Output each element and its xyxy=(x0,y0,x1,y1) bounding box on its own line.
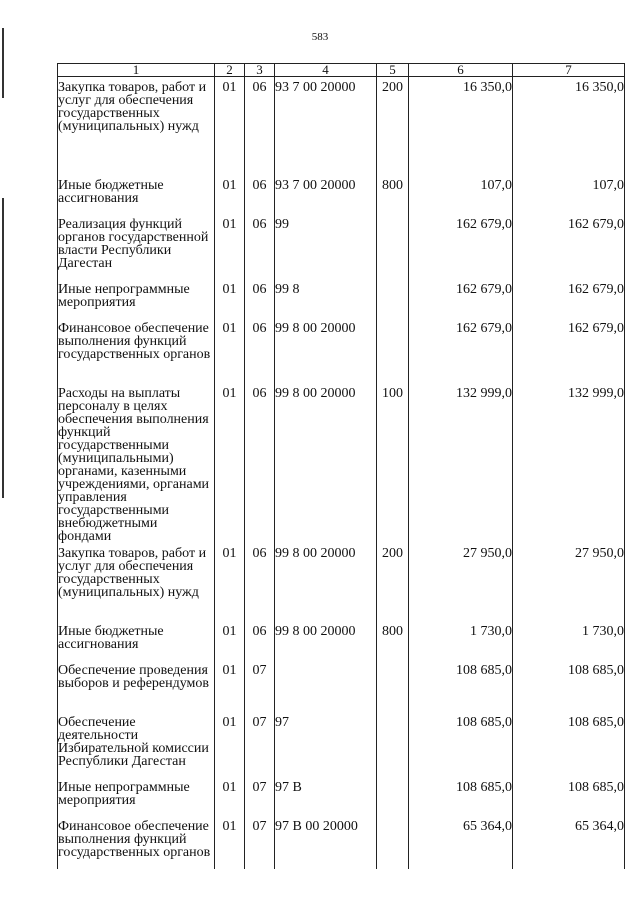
cell-sum2: 162 679,0 xyxy=(513,279,625,318)
cell-sum2: 1 730,0 xyxy=(513,621,625,660)
cell-sum2: 107,0 xyxy=(513,175,625,214)
cell-sum2: 108 685,0 xyxy=(513,660,625,712)
cell-pr: 06 xyxy=(245,279,275,318)
cell-rz: 01 xyxy=(215,816,245,869)
cell-rz: 01 xyxy=(215,175,245,214)
cell-rz: 01 xyxy=(215,279,245,318)
table-row xyxy=(58,543,625,621)
table-row xyxy=(58,175,625,214)
cell-name: Финансовое обеспечение выполнения функций государственных органов xyxy=(58,318,215,383)
table-row xyxy=(58,77,625,175)
table-row xyxy=(58,318,625,383)
cell-sum2: 162 679,0 xyxy=(513,318,625,383)
cell-csr: 99 8 00 20000 xyxy=(275,383,377,543)
cell-pr: 07 xyxy=(245,712,275,777)
cell-sum2: 108 685,0 xyxy=(513,712,625,777)
cell-sum1: 162 679,0 xyxy=(409,214,513,279)
cell-rz: 01 xyxy=(215,77,245,175)
cell-csr: 99 8 00 20000 xyxy=(275,543,377,621)
cell-vr: 100 xyxy=(377,383,409,543)
column-header: 7 xyxy=(513,64,625,77)
cell-sum1: 65 364,0 xyxy=(409,816,513,869)
cell-sum2: 108 685,0 xyxy=(513,777,625,816)
cell-rz: 01 xyxy=(215,214,245,279)
column-header: 6 xyxy=(409,64,513,77)
table-row xyxy=(58,214,625,279)
table-row xyxy=(58,777,625,816)
cell-sum1: 162 679,0 xyxy=(409,318,513,383)
cell-name: Реализация функций органов государственной власти Республики Дагестан xyxy=(58,214,215,279)
cell-sum2: 65 364,0 xyxy=(513,816,625,869)
cell-pr: 06 xyxy=(245,318,275,383)
table-row xyxy=(58,816,625,869)
cell-csr: 99 xyxy=(275,214,377,279)
column-header: 2 xyxy=(215,64,245,77)
cell-sum2: 132 999,0 xyxy=(513,383,625,543)
cell-vr xyxy=(377,214,409,279)
cell-sum1: 108 685,0 xyxy=(409,660,513,712)
table-row xyxy=(58,383,625,543)
cell-csr: 97 В 00 20000 xyxy=(275,816,377,869)
cell-sum1: 162 679,0 xyxy=(409,279,513,318)
cell-vr: 200 xyxy=(377,543,409,621)
cell-vr xyxy=(377,777,409,816)
cell-sum1: 108 685,0 xyxy=(409,777,513,816)
cell-rz: 01 xyxy=(215,660,245,712)
cell-name: Расходы на выплаты персоналу в целях обеспечения выполнения функций государственными (муниципальными) органами, казенными учреждениями, органами управления государственными внебюджетными фондами xyxy=(58,383,215,543)
table-row xyxy=(58,279,625,318)
header-row xyxy=(58,64,625,77)
cell-csr: 99 8 00 20000 xyxy=(275,621,377,660)
cell-sum1: 108 685,0 xyxy=(409,712,513,777)
cell-pr: 07 xyxy=(245,777,275,816)
cell-pr: 07 xyxy=(245,816,275,869)
table-row xyxy=(58,621,625,660)
cell-csr xyxy=(275,660,377,712)
cell-vr: 200 xyxy=(377,77,409,175)
cell-vr xyxy=(377,318,409,383)
cell-vr xyxy=(377,279,409,318)
cell-csr: 93 7 00 20000 xyxy=(275,175,377,214)
cell-sum2: 162 679,0 xyxy=(513,214,625,279)
cell-name: Иные непрограммные мероприятия xyxy=(58,279,215,318)
cell-vr: 800 xyxy=(377,175,409,214)
cell-csr: 99 8 xyxy=(275,279,377,318)
cell-pr: 06 xyxy=(245,77,275,175)
table-row xyxy=(58,712,625,777)
budget-table xyxy=(57,63,625,869)
cell-pr: 06 xyxy=(245,543,275,621)
cell-name: Иные непрограммные мероприятия xyxy=(58,777,215,816)
cell-sum2: 27 950,0 xyxy=(513,543,625,621)
cell-sum1: 107,0 xyxy=(409,175,513,214)
cell-rz: 01 xyxy=(215,712,245,777)
column-header: 5 xyxy=(377,64,409,77)
cell-pr: 06 xyxy=(245,383,275,543)
cell-name: Обеспечение проведения выборов и референдумов xyxy=(58,660,215,712)
cell-csr: 93 7 00 20000 xyxy=(275,77,377,175)
column-header: 1 xyxy=(58,64,215,77)
cell-pr: 06 xyxy=(245,175,275,214)
cell-rz: 01 xyxy=(215,383,245,543)
column-header: 4 xyxy=(275,64,377,77)
cell-name: Обеспечение деятельности Избирательной комиссии Республики Дагестан xyxy=(58,712,215,777)
cell-name: Иные бюджетные ассигнования xyxy=(58,175,215,214)
cell-pr: 06 xyxy=(245,621,275,660)
cell-pr: 07 xyxy=(245,660,275,712)
column-header: 3 xyxy=(245,64,275,77)
cell-sum1: 132 999,0 xyxy=(409,383,513,543)
page-number: 583 xyxy=(311,31,329,43)
cell-vr xyxy=(377,816,409,869)
scan-edge-line xyxy=(2,28,4,98)
cell-name: Закупка товаров, работ и услуг для обеспечения государственных (муниципальных) нужд xyxy=(58,543,215,621)
cell-csr: 97 В xyxy=(275,777,377,816)
cell-rz: 01 xyxy=(215,543,245,621)
cell-vr: 800 xyxy=(377,621,409,660)
cell-rz: 01 xyxy=(215,621,245,660)
cell-sum1: 1 730,0 xyxy=(409,621,513,660)
table-row xyxy=(58,660,625,712)
cell-name: Финансовое обеспечение выполнения функций государственных органов xyxy=(58,816,215,869)
cell-rz: 01 xyxy=(215,777,245,816)
cell-csr: 99 8 00 20000 xyxy=(275,318,377,383)
cell-sum2: 16 350,0 xyxy=(513,77,625,175)
cell-csr: 97 xyxy=(275,712,377,777)
cell-sum1: 16 350,0 xyxy=(409,77,513,175)
cell-pr: 06 xyxy=(245,214,275,279)
cell-vr xyxy=(377,712,409,777)
cell-vr xyxy=(377,660,409,712)
cell-sum1: 27 950,0 xyxy=(409,543,513,621)
cell-name: Иные бюджетные ассигнования xyxy=(58,621,215,660)
scan-edge-line xyxy=(2,198,4,498)
cell-rz: 01 xyxy=(215,318,245,383)
cell-name: Закупка товаров, работ и услуг для обеспечения государственных (муниципальных) нужд xyxy=(58,77,215,175)
